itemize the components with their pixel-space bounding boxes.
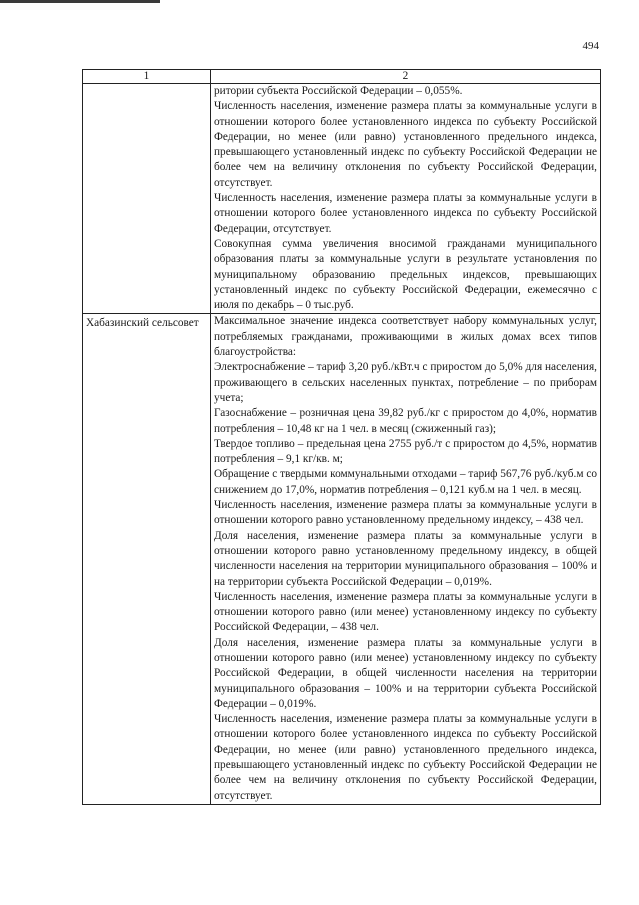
paragraph: Численность населения, изменение размера платы за коммунальные услуги в отношении которого равно установленному предельному индексу, – 438 чел. bbox=[214, 499, 597, 527]
paragraph: Совокупная сумма увеличения вносимой гражданами муниципального образования платы за коммунальные услуги в результате установления по муниципальному образованию предельных индексов, превышающих установленный индекс по субъекту Российской Федерации, ежемесячно с июля по декабрь – 0 тыс.руб. bbox=[214, 237, 597, 312]
row-label-municipality: Хабазинский сельсовет bbox=[83, 314, 211, 805]
page-number: 494 bbox=[582, 40, 599, 52]
header-col-2: 2 bbox=[211, 70, 601, 84]
paragraph: Численность населения, изменение размера платы за коммунальные услуги в отношении которого более установленного индекса по субъекту Российской Федерации, отсутствует. bbox=[214, 192, 597, 235]
row-content bbox=[211, 314, 601, 805]
paragraph: Доля населения, изменение размера платы за коммунальные услуги в отношении которого равно (или менее) установленному индексу по субъекту Российской Федерации, в общей численности населения на территории муниципального образования – 100% и на территории субъекта Российской Федерации – 0,019%. bbox=[214, 636, 597, 710]
scan-artifact-bar bbox=[0, 0, 160, 3]
paragraph: Электроснабжение – тариф 3,20 руб./кВт.ч с приростом до 5,0% для населения, проживающего в сельских населенных пунктах, потребление – по приборам учета; bbox=[214, 361, 597, 404]
table-row bbox=[83, 314, 601, 805]
paragraph: Численность населения, изменение размера платы за коммунальные услуги в отношении которого более установленного индекса по субъекту Российской Федерации, но менее (или равно) установленного предельного индекса, превышающего установленный индекс по субъекту Российской Федерации не более чем на величину отклонения по субъекту Российской Федерации, отсутствует. bbox=[214, 100, 597, 189]
paragraph: Численность населения, изменение размера платы за коммунальные услуги в отношении которого равно (или менее) установленному индексу по субъекту Российской Федерации, – 438 чел. bbox=[214, 590, 597, 634]
table-row bbox=[83, 84, 601, 314]
document-table bbox=[82, 69, 601, 805]
paragraph: Доля населения, изменение размера платы за коммунальные услуги в отношении которого равно установленному предельному индексу, в общей численности населения на территории муниципального образования – 100% и на территории субъекта Российской Федерации – 0,019%. bbox=[214, 529, 597, 588]
paragraph: ритории субъекта Российской Федерации – 0,055%. bbox=[214, 85, 463, 97]
paragraph: Газоснабжение – розничная цена 39,82 руб./кг с приростом до 4,0%, норматив потребления – 10,48 кг на 1 чел. в месяц (сжиженный газ); bbox=[214, 407, 597, 435]
paragraph: Максимальное значение индекса соответствует набору коммунальных услуг, потребляемых гражданами, проживающими в жилых домах всех типов благоустройства: bbox=[214, 315, 597, 359]
paragraph: Обращение с твердыми коммунальными отходами – тариф 567,76 руб./куб.м со снижением до 17,0%, норматив потребления – 0,121 куб.м на 1 чел. в месяц. bbox=[214, 468, 597, 496]
header-col-1: 1 bbox=[83, 70, 211, 84]
paragraph: Численность населения, изменение размера платы за коммунальные услуги в отношении которого более установленного индекса по субъекту Российской Федерации, но менее (или равно) установленного предельного индекса, превышающего установленный индекс по субъекту Российской Федерации не более чем на величину отклонения по субъекту Российской Федерации, отсутствует. bbox=[214, 713, 597, 802]
table-header-row bbox=[83, 70, 601, 84]
row-label bbox=[83, 84, 211, 314]
paragraph: Твердое топливо – предельная цена 2755 руб./т с приростом до 4,5%, норматив потребления – 9,1 кг/кв. м; bbox=[214, 437, 597, 466]
row-content bbox=[211, 84, 601, 314]
